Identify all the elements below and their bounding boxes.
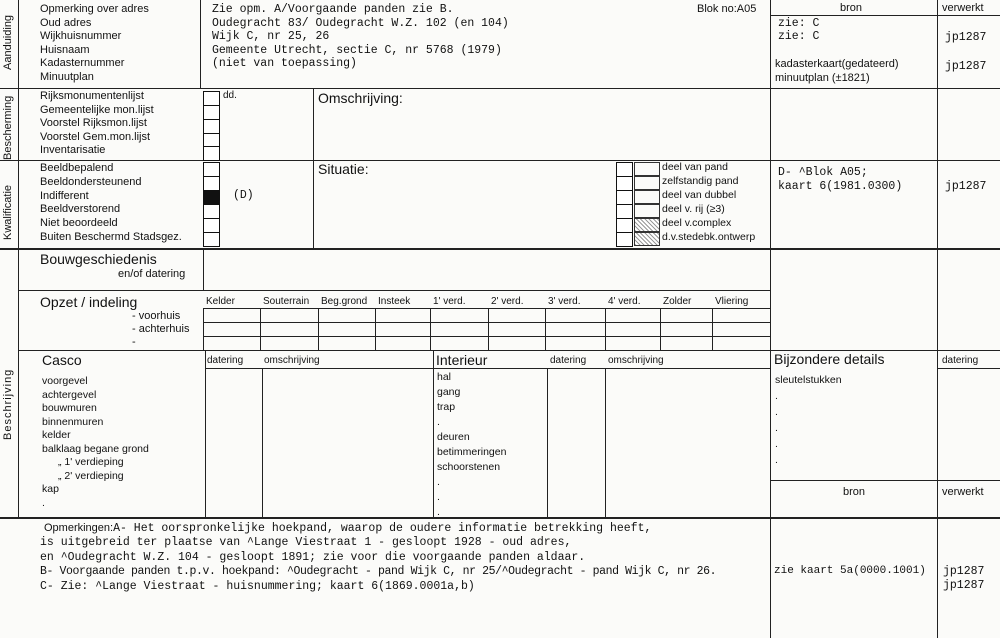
bron-value: kadasterkaart(gedateerd): [775, 58, 899, 70]
bijzondere-item: sleutelstukken: [775, 374, 842, 386]
bron-value: zie: C: [778, 30, 820, 43]
interieur-item: .: [437, 476, 440, 488]
opzet-cell[interactable]: [606, 309, 659, 321]
value-oud-adres: Oudegracht 83/ Oudegracht W.Z. 102 (en 104): [212, 16, 509, 30]
divider: [0, 517, 1000, 519]
checkbox-situatie[interactable]: [616, 204, 633, 219]
opzet-cell[interactable]: [661, 323, 711, 335]
opmerkingen-bron: zie kaart 5a(0000.1001): [774, 565, 926, 577]
situatie-option-label: deel v. rij (≥3): [662, 203, 725, 215]
interieur-item: schoorstenen: [437, 461, 501, 473]
checkbox-beeldondersteunend[interactable]: [203, 176, 220, 191]
divider: [770, 15, 1000, 16]
opzet-col-header: 2' verd.: [491, 296, 524, 307]
value-opmerking-adres: Zie opm. A/Voorgaande panden zie B.: [212, 3, 454, 16]
casco-item: balklaag begane grond: [42, 442, 149, 455]
label-beeldondersteunend: Beeldondersteunend: [40, 175, 142, 188]
bron-value: minuutplan (±1821): [775, 72, 870, 84]
bijzondere-item: .: [775, 454, 778, 466]
bijzondere-bron: bron: [843, 486, 866, 498]
deel-van-pand-icon: [634, 162, 660, 176]
opzet-cell[interactable]: [431, 323, 487, 335]
interieur-title: Interieur: [436, 352, 488, 368]
opzet-col-header: Souterrain: [263, 296, 310, 307]
opzet-cell[interactable]: [431, 337, 487, 349]
label-niet-beoordeeld: Niet beoordeeld: [40, 217, 118, 230]
opzet-col-header: 1' verd.: [433, 296, 466, 307]
checkbox-rijksmonumentenlijst[interactable]: [203, 91, 220, 106]
opzet-col-header: 3' verd.: [548, 296, 581, 307]
label-beeldverstorend: Beeldverstorend: [40, 203, 121, 216]
interieur-item: betimmeringen: [437, 446, 507, 458]
divider: [200, 0, 201, 88]
divider: [433, 350, 434, 517]
opzet-row-voorhuis: - voorhuis: [132, 310, 181, 322]
opmerkingen-label: Opmerkingen:: [44, 522, 114, 534]
label-wijkhuisnummer: Wijkhuisnummer: [40, 30, 122, 43]
opzet-cell[interactable]: [261, 323, 317, 335]
divider: [205, 368, 770, 369]
deel-van-rij-icon: [634, 204, 660, 218]
checkbox-situatie[interactable]: [616, 190, 633, 205]
casco-item: „ 1' verdieping: [58, 456, 124, 468]
situatie-option-label: deel van pand: [662, 161, 728, 173]
interieur-datering: datering: [550, 355, 587, 366]
divider: [937, 368, 1000, 369]
interieur-item: deuren: [437, 431, 470, 443]
bijzondere-item: .: [775, 438, 778, 450]
checkbox-buiten-beschermd[interactable]: [203, 232, 220, 247]
casco-item: binnenmuren: [42, 415, 104, 428]
divider: [203, 248, 204, 290]
opzet-cell[interactable]: [661, 309, 711, 321]
bron-header: bron: [840, 2, 863, 14]
checkbox-voorstel-rijksmon[interactable]: [203, 119, 220, 134]
omschrijving-label: Omschrijving:: [318, 90, 403, 106]
situatie-option-label: zelfstandig pand: [662, 175, 739, 187]
bijzondere-verwerkt: verwerkt: [942, 486, 984, 498]
opzet-cell[interactable]: [546, 323, 604, 335]
label-minuutplan: Minuutplan: [40, 70, 94, 83]
stedebouwkundig-ontwerp-icon: [634, 232, 660, 246]
label-voorstel-gemmon: Voorstel Gem.mon.lijst: [40, 130, 151, 143]
opzet-cell[interactable]: [489, 323, 544, 335]
bouwgeschiedenis-label: Bouwgeschiedenis: [40, 251, 157, 267]
opzet-col-header: 4' verd.: [608, 296, 641, 307]
opzet-cell[interactable]: [376, 323, 429, 335]
bijzondere-item: .: [775, 422, 778, 434]
grid-line: [770, 308, 771, 350]
bijzondere-title: Bijzondere details: [774, 351, 885, 367]
casco-title: Casco: [42, 352, 82, 368]
divider: [0, 88, 1000, 89]
verwerkt-value: jp1287: [945, 180, 987, 193]
opzet-row-other: -: [132, 336, 136, 348]
dd-label: dd.: [223, 90, 237, 101]
verwerkt-value: jp1287: [943, 579, 985, 592]
opmerking-line: B- Voorgaande panden t.p.v. hoekpand: ^Oudegracht - pand Wijk C, nr 25/^Oudegracht - pand Wijk C, nr 26.: [40, 565, 717, 579]
opzet-cell[interactable]: [376, 337, 429, 349]
divider: [18, 0, 19, 517]
casco-item: bouwmuren: [42, 402, 97, 414]
interieur-item: .: [437, 491, 440, 503]
opzet-col-header: Insteek: [378, 296, 411, 307]
label-indifferent: Indifferent: [40, 189, 89, 202]
opzet-row-achterhuis: - achterhuis: [132, 323, 190, 335]
divider: [18, 290, 770, 291]
opzet-col-header: Vliering: [715, 296, 749, 307]
checkbox-situatie[interactable]: [616, 218, 633, 233]
section-bescherming: Bescherming: [2, 95, 14, 160]
situatie-option-label: deel van dubbel: [662, 189, 737, 201]
deel-van-complex-icon: [634, 218, 660, 232]
divider: [262, 368, 263, 517]
divider: [313, 88, 314, 248]
section-kwalificatie: Kwalificatie: [2, 184, 14, 240]
checkbox-niet-beoordeeld[interactable]: [203, 218, 220, 233]
checkbox-indifferent-checked[interactable]: [203, 190, 220, 205]
section-beschrijving: Beschrijving: [2, 368, 14, 440]
opzet-cell[interactable]: [204, 337, 259, 349]
label-buiten-beschermd: Buiten Beschermd Stadsgez.: [40, 230, 182, 243]
casco-omschrijving: omschrijving: [264, 355, 320, 366]
deel-van-dubbel-icon: [634, 190, 660, 204]
label-voorstel-rijksmon: Voorstel Rijksmon.lijst: [40, 117, 147, 130]
opzet-label: Opzet / indeling: [40, 294, 138, 310]
verwerkt-header: verwerkt: [942, 2, 984, 14]
opmerking-line: A- Het oorspronkelijke hoekpand, waarop de oudere informatie betrekking heeft,: [113, 522, 652, 535]
bijzondere-item: .: [775, 390, 778, 402]
checkbox-situatie[interactable]: [616, 232, 633, 247]
opzet-col-header: Zolder: [663, 296, 692, 307]
casco-datering: datering: [207, 355, 244, 366]
bron-value: kaart 6(1981.0300): [778, 180, 903, 193]
value-kadasternummer: Gemeente Utrecht, sectie C, nr 5768 (1979): [212, 43, 502, 57]
datering-label: en/of datering: [118, 268, 186, 280]
opzet-cell[interactable]: [713, 309, 769, 321]
kwalificatie-mark: (D): [233, 189, 254, 202]
verwerkt-value: jp1287: [945, 31, 987, 44]
interieur-item: hal: [437, 371, 452, 383]
verwerkt-value: jp1287: [945, 60, 987, 73]
opmerking-line: C- Zie: ^Lange Viestraat - huisnummering; kaart 6(1869.0001a,b): [40, 579, 475, 593]
opmerking-line: is uitgebreid ter plaatse van ^Lange Viestraat 1 - gesloopt 1928 - oud adres,: [40, 536, 572, 550]
section-aanduiding: Aanduiding: [2, 14, 14, 70]
zelfstandig-pand-icon: [634, 176, 660, 190]
opzet-cell[interactable]: [713, 337, 769, 349]
bijzondere-datering: datering: [942, 355, 979, 366]
label-rijksmonumentenlijst: Rijksmonumentenlijst: [40, 90, 144, 102]
checkbox-inventarisatie[interactable]: [203, 146, 220, 161]
opzet-cell[interactable]: [319, 309, 374, 321]
checkbox-beeldverstorend[interactable]: [203, 204, 220, 219]
opzet-cell[interactable]: [204, 323, 259, 335]
divider: [605, 368, 606, 517]
divider: [0, 160, 1000, 161]
interieur-item: trap: [437, 401, 456, 413]
label-oud-adres: Oud adres: [40, 16, 92, 29]
interieur-item: gang: [437, 386, 461, 398]
opzet-cell[interactable]: [319, 337, 374, 349]
casco-item: achtergevel: [42, 388, 97, 401]
casco-item: voorgevel: [42, 375, 88, 387]
opzet-cell[interactable]: [661, 337, 711, 349]
label-opmerking-adres: Opmerking over adres: [40, 3, 149, 15]
casco-item: .: [42, 496, 45, 509]
interieur-omschrijving: omschrijving: [608, 355, 664, 366]
opzet-cell[interactable]: [204, 309, 259, 321]
label-huisnaam: Huisnaam: [40, 43, 90, 56]
interieur-item: .: [437, 506, 440, 518]
value-minuutplan: (niet van toepassing): [212, 57, 357, 71]
situatie-option-label: d.v.stedebk.ontwerp: [662, 231, 756, 243]
blok-number: Blok no:A05: [697, 3, 757, 15]
interieur-item: .: [437, 416, 440, 428]
checkbox-situatie[interactable]: [616, 176, 633, 191]
bron-value: D- ^Blok A05;: [778, 166, 868, 179]
divider: [547, 368, 548, 517]
bron-value: zie: C: [778, 17, 820, 30]
divider: [205, 350, 206, 517]
verwerkt-value: jp1287: [943, 565, 985, 578]
casco-item: kelder: [42, 429, 71, 441]
opzet-cell[interactable]: [261, 337, 317, 349]
opzet-cell[interactable]: [606, 337, 659, 349]
value-wijkhuisnummer: Wijk C, nr 25, 26: [212, 30, 330, 44]
opzet-cell[interactable]: [261, 309, 317, 321]
divider: [770, 480, 1000, 481]
opzet-cell[interactable]: [489, 309, 544, 321]
checkbox-situatie[interactable]: [616, 162, 633, 177]
opzet-col-header: Beg.grond: [321, 296, 368, 307]
opzet-cell[interactable]: [546, 309, 604, 321]
label-kadasternummer: Kadasternummer: [40, 57, 125, 70]
label-beeldbepalend: Beeldbepalend: [40, 162, 114, 174]
opzet-cell[interactable]: [546, 337, 604, 349]
checkbox-beeldbepalend[interactable]: [203, 162, 220, 177]
label-gemeentelijke-monlijst: Gemeentelijke mon.lijst: [40, 103, 154, 116]
label-inventarisatie: Inventarisatie: [40, 144, 106, 157]
divider: [0, 248, 1000, 250]
opzet-cell[interactable]: [376, 309, 429, 321]
casco-item: „ 2' verdieping: [58, 469, 124, 482]
opzet-col-header: Kelder: [206, 296, 235, 307]
opzet-cell[interactable]: [606, 323, 659, 335]
opzet-cell[interactable]: [319, 323, 374, 335]
divider: [937, 0, 938, 638]
opmerking-line: en ^Oudegracht W.Z. 104 - gesloopt 1891; zie voor die voorgaande panden aldaar.: [40, 550, 586, 564]
casco-item: kap: [42, 483, 59, 495]
opzet-cell[interactable]: [713, 323, 769, 335]
bijzondere-item: .: [775, 406, 778, 418]
situatie-label: Situatie:: [318, 161, 369, 177]
situatie-option-label: deel v.complex: [662, 217, 732, 229]
opzet-cell[interactable]: [489, 337, 544, 349]
opzet-cell[interactable]: [431, 309, 487, 321]
checkbox-gemeentelijke-monlijst[interactable]: [203, 105, 220, 120]
